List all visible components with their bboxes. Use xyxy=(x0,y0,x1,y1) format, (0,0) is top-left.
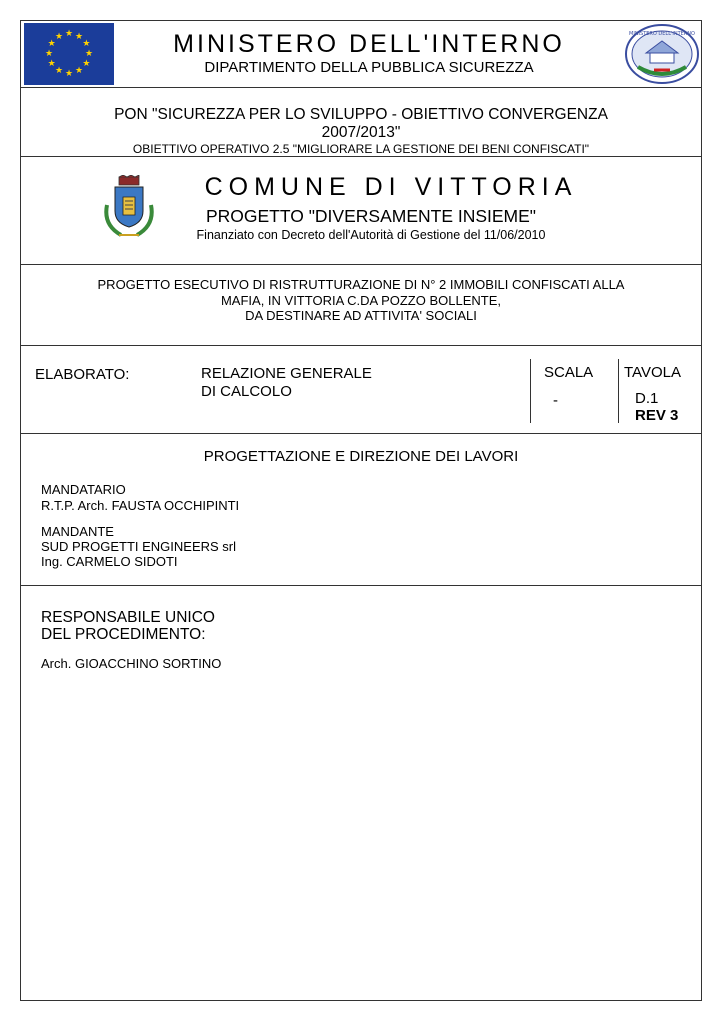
eu-star-icon: ★ xyxy=(85,48,94,58)
vittoria-crest-icon xyxy=(101,175,157,246)
ministry-seal-icon xyxy=(624,23,700,90)
divider-3 xyxy=(21,264,701,265)
divider-2 xyxy=(21,156,701,157)
eu-star-icon: ★ xyxy=(75,65,84,76)
mandante-label: MANDANTE xyxy=(41,524,114,539)
mandatario-name: R.T.P. Arch. FAUSTA OCCHIPINTI xyxy=(41,498,240,513)
program-line-3: OBIETTIVO OPERATIVO 2.5 "MIGLIORARE LA GESTIONE DEI BENI CONFISCATI" xyxy=(132,142,590,156)
mandatario-label: MANDATARIO xyxy=(41,482,126,497)
project-description-line: PROGETTO ESECUTIVO DI RISTRUTTURAZIONE DI N° 2 IMMOBILI CONFISCATI ALLA xyxy=(97,277,625,292)
comune-title: COMUNE DI VITTORIA xyxy=(204,173,578,201)
eu-star-icon: ★ xyxy=(65,28,74,38)
elaborato-title-line: RELAZIONE GENERALE xyxy=(201,365,372,382)
eu-star-icon: ★ xyxy=(82,38,91,48)
project-description-line: DA DESTINARE AD ATTIVITA' SOCIALI xyxy=(245,308,477,323)
funding-note: Finanziato con Decreto dell'Autorità di Gestione del 11/06/2010 xyxy=(196,228,546,242)
eu-star-icon: ★ xyxy=(65,68,74,78)
eu-star-icon: ★ xyxy=(47,58,56,68)
tavola-label: TAVOLA xyxy=(624,364,681,381)
rup-title-line: DEL PROCEDIMENTO: xyxy=(41,626,206,643)
rup-title-line: RESPONSABILE UNICO xyxy=(41,609,215,626)
eu-star-icon: ★ xyxy=(45,48,54,58)
svg-text:MINISTERO DELL'INTERNO: MINISTERO DELL'INTERNO xyxy=(629,31,695,37)
ministry-subtitle: DIPARTIMENTO DELLA PUBBLICA SICUREZZA xyxy=(204,59,534,76)
scala-divider xyxy=(530,359,531,423)
divider-1 xyxy=(21,87,701,88)
divider-6 xyxy=(21,585,701,586)
title-block-frame xyxy=(20,20,702,1001)
scala-value: - xyxy=(553,392,558,409)
project-name: PROGETTO "DIVERSAMENTE INSIEME" xyxy=(205,206,537,226)
ministry-title: MINISTERO DELL'INTERNO xyxy=(173,30,565,58)
scala-label: SCALA xyxy=(544,364,594,381)
program-line-2: 2007/2013" xyxy=(321,124,401,141)
eu-flag-icon xyxy=(24,23,114,85)
revision-label: REV 3 xyxy=(635,407,679,424)
divider-4 xyxy=(21,345,701,346)
tavola-value: D.1 xyxy=(635,390,659,407)
rup-name: Arch. GIOACCHINO SORTINO xyxy=(41,656,222,671)
project-description-line: MAFIA, IN VITTORIA C.DA POZZO BOLLENTE, xyxy=(220,293,502,308)
eu-star-icon: ★ xyxy=(75,30,84,41)
mandante-company: SUD PROGETTI ENGINEERS srl xyxy=(41,539,237,554)
elaborato-title-line: DI CALCOLO xyxy=(201,383,292,400)
mandante-name: Ing. CARMELO SIDOTI xyxy=(41,554,178,569)
eu-star-icon: ★ xyxy=(55,65,64,76)
tavola-divider xyxy=(618,359,619,423)
eu-star-icon: ★ xyxy=(55,30,64,41)
program-line-1: PON "SICUREZZA PER LO SVILUPPO - OBIETTIVO CONVERGENZA xyxy=(114,106,608,123)
progettazione-title: PROGETTAZIONE E DIREZIONE DEI LAVORI xyxy=(203,448,519,465)
eu-star-icon: ★ xyxy=(47,38,56,48)
divider-5 xyxy=(21,433,701,434)
elaborato-label: ELABORATO: xyxy=(35,366,130,383)
eu-star-icon: ★ xyxy=(82,58,91,68)
